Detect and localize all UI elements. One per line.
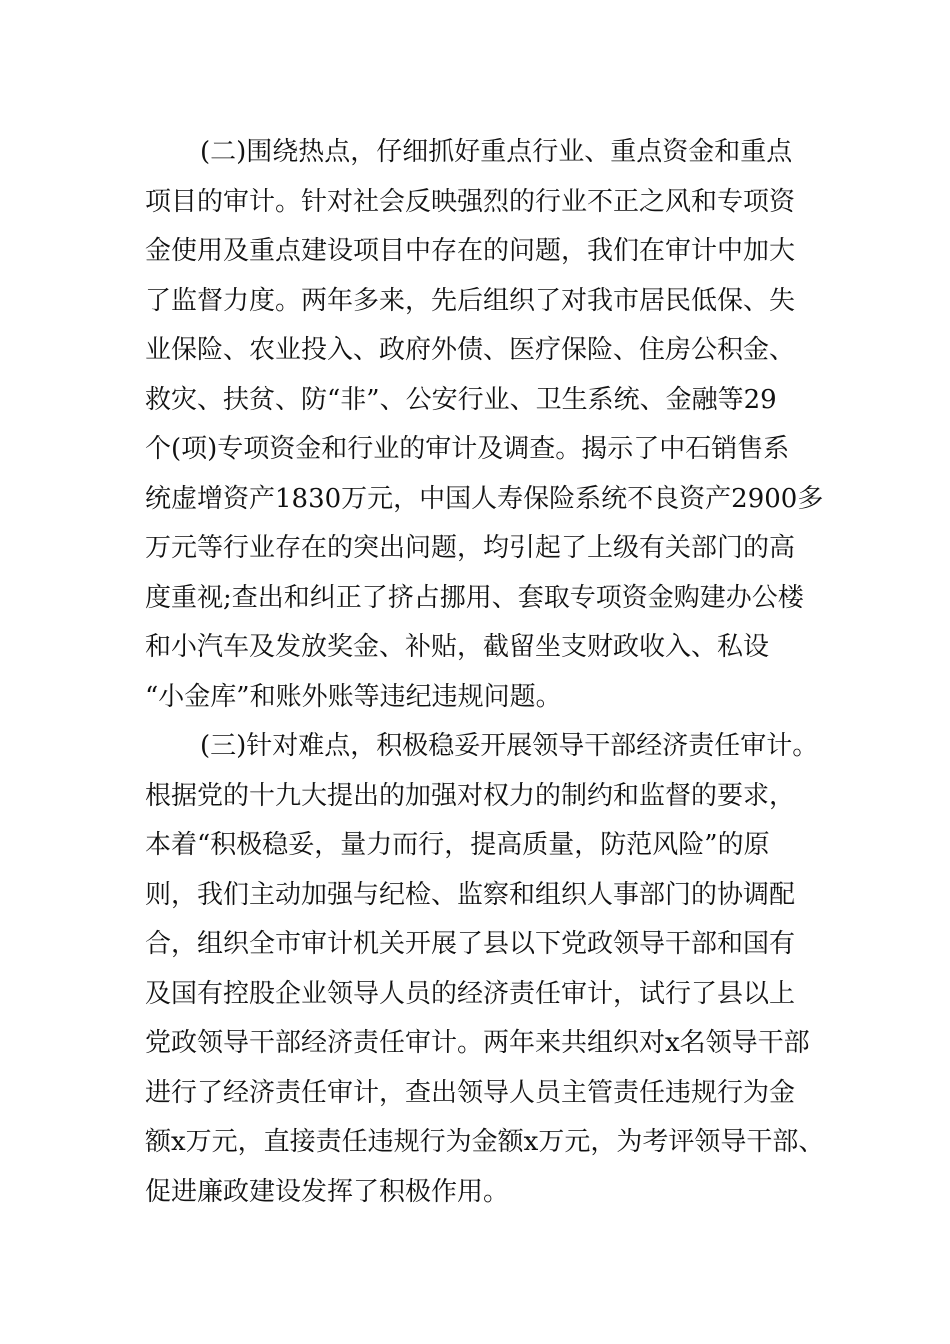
paragraph-line: “小金库”和账外账等违纪违规问题。 <box>145 681 562 712</box>
paragraph-line: 救灾、扶贫、防“非”、公安行业、卫生系统、金融等29 <box>145 384 777 415</box>
paragraph-line: 度重视;查出和纠正了挤占挪用、套取专项资金购建办公楼 <box>145 582 804 613</box>
paragraph-line: 本着“积极稳妥，量力而行，提高质量，防范风险”的原 <box>145 830 770 860</box>
paragraph-line: 促进廉政建设发挥了积极作用。 <box>145 1176 510 1207</box>
paragraph-line: 和小汽车及发放奖金、补贴，截留坐支财政收入、私设 <box>145 632 770 662</box>
paragraph-line: 根据党的十九大提出的加强对权力的制约和监督的要求， <box>145 780 796 811</box>
paragraph-line: 额x万元，直接责任违规行为金额x万元，为考评领导干部、 <box>145 1127 825 1157</box>
paragraph-line: (三)针对难点，积极稳妥开展领导干部经济责任审计。 <box>200 731 819 761</box>
paragraph-line: 万元等行业存在的突出问题，均引起了上级有关部门的高 <box>145 533 796 563</box>
paragraph-line: 金使用及重点建设项目中存在的问题，我们在审计中加大 <box>145 236 796 266</box>
paragraph-line: 项目的审计。针对社会反映强烈的行业不正之风和专项资 <box>145 186 796 217</box>
paragraph-3 <box>145 722 825 1217</box>
paragraph-line: 业保险、农业投入、政府外债、医疗保险、住房公积金、 <box>145 335 796 365</box>
paragraph-line: 党政领导干部经济责任审计。两年来共组织对x名领导干部 <box>145 1028 810 1058</box>
paragraph-line: 个(项)专项资金和行业的审计及调查。揭示了中石销售系 <box>145 434 790 464</box>
document-body <box>145 128 825 1217</box>
paragraph-line: 合，组织全市审计机关开展了县以下党政领导干部和国有 <box>145 929 796 959</box>
paragraph-line: 进行了经济责任审计，查出领导人员主管责任违规行为金 <box>145 1077 796 1108</box>
paragraph-line: 了监督力度。两年多来，先后组织了对我市居民低保、失 <box>145 285 796 316</box>
paragraph-line: 则，我们主动加强与纪检、监察和组织人事部门的协调配 <box>145 879 796 910</box>
paragraph-line: 及国有控股企业领导人员的经济责任审计，试行了县以上 <box>145 978 796 1009</box>
paragraph-line: 统虚增资产1830万元，中国人寿保险系统不良资产2900多 <box>145 483 824 514</box>
paragraph-line: (二)围绕热点，仔细抓好重点行业、重点资金和重点 <box>200 137 793 167</box>
paragraph-2 <box>145 128 825 722</box>
